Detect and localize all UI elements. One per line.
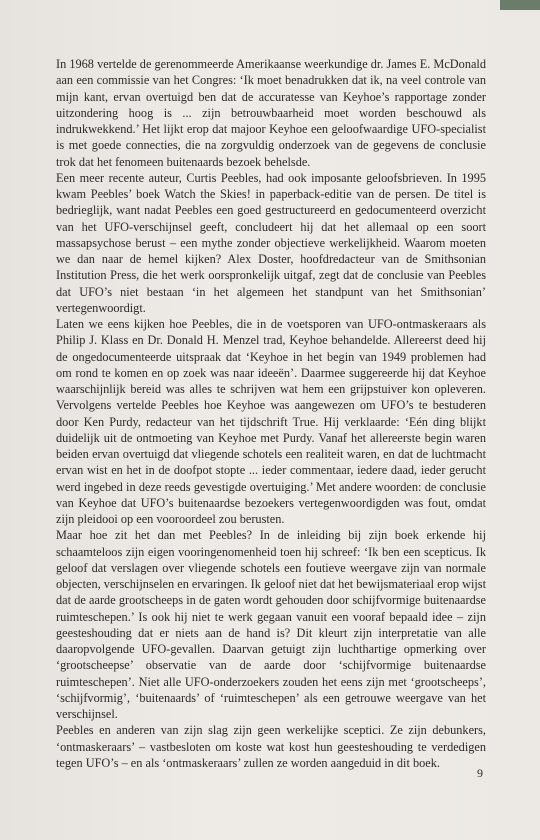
paragraph-3: Laten we eens kijken hoe Peebles, die in de voetsporen van UFO-ontmaskeraars als Philip J. Klass en Dr. Donald H. Menzel trad, Keyhoe behandelde. Allereerst deed hij de ongedocumenteerde uitspraak dat ‘Keyhoe in het begin van 1949 problemen had om rond te komen en op zoek was naar ideeën’. Daarmee suggereerde hij dat Keyhoe waarschijnlijk bereid was alles te schrijven wat hem een grijpstuiver kon opleveren. Vervolgens vertelde Peebles hoe Keyhoe was aangewezen om UFO’s te bestuderen door Ken Purdy, redacteur van het tijdschrift True. Hij verklaarde: ‘Eén ding blijkt duidelijk uit de ontmoeting van Keyhoe met Purdy. Vanaf het allereerste begin waren beiden ervan overtuigd dat vliegende schotels een realiteit waren, en dat de luchtmacht ervan wist en het in de doofpot stopte ... ieder commentaar, iedere daad, ieder gerucht werd ingebed in deze reeds gevestigde overtuiging.’ Met andere woorden: de conclusie van Keyhoe dat UFO’s buitenaardse bezoekers vertegenwoordigden was fout, omdat zijn pleidooi op een vooroordeel zou berusten. [56, 317, 486, 526]
page-edge-strip [500, 0, 540, 10]
body-text [56, 56, 486, 771]
paragraph-5: Peebles en anderen van zijn slag zijn geen werkelijke sceptici. Ze zijn debunkers, ‘ontmaskeraars’ – vastbesloten om koste wat kost hun geesteshouding te verdedigen tegen UFO’s – en als ‘ontmaskeraars’ zullen ze worden aangeduid in dit boek. [56, 723, 486, 770]
page-number: 9 [477, 766, 483, 780]
paragraph-1: In 1968 vertelde de gerenommeerde Amerikaanse weerkundige dr. James E. McDonald aan een commissie van het Congres: ‘Ik moet benadrukken dat ik, na veel controle van mijn kant, ervan overtuigd ben dat de accuratesse van Keyhoe’s rapportage zonder uitzondering hoog is ... zijn betrouwbaarheid moet worden beschouwd als indrukwekkend.’ Het lijkt erop dat majoor Keyhoe een geloofwaardige UFO-specialist is met goede connecties, die na zorgvuldig onderzoek van de gegevens de conclusie trok dat het fenomeen buitenaards bezoek behelsde. [56, 57, 486, 169]
paragraph-4: Maar hoe zit het dan met Peebles? In de inleiding bij zijn boek erkende hij schaamteloos zijn eigen vooringenomenheid toen hij schreef: ‘Ik ben een scepticus. Ik geloof dat verslagen over vliegende schotels een foutieve weergave zijn van normale objecten, verschijnselen en ervaringen. Ik geloof niet dat het bewijsmateriaal erop wijst dat de aarde grootscheeps in de gaten wordt gehouden door schijfvormige buitenaardse ruimteschepen.’ Is ook hij niet te werk gegaan vanuit een vooraf bepaald idee – zijn geesteshouding dat er niets aan de hand is? Dit kleurt zijn interpretatie van alle daaropvolgende UFO-gevallen. Daarvan getuigt zijn luchthartige opmerking over ‘grootscheepse’ observatie van de aarde door ‘schijfvormige buitenaardse ruimteschepen’. Niet alle UFO-onderzoekers zouden het eens zijn met ‘grootscheeps’, ‘schijfvormig’, ‘buitenaards’ of ‘ruimteschepen’ als een getrouwe weergave van het verschijnsel. [56, 528, 486, 721]
paragraph-2: Een meer recente auteur, Curtis Peebles, had ook imposante geloofsbrieven. In 1995 kwam Peebles’ boek Watch the Skies! in paperback-editie van de persen. De titel is bedrieglijk, want nadat Peebles een goed gestructureerd en gedocumenteerd overzicht van het UFO-verschijnsel geeft, concludeert hij dat het allemaal op een soort massapsychose berust – een mythe zonder objectieve werkelijkheid. Waarom moeten we dan naar de hemel kijken? Alex Doster, hoofdredacteur van de Smithsonian Institution Press, die het werk oorspronkelijk uitgaf, zegt dat de conclusie van Peebles dat UFO’s niet bestaan ‘in het algemeen het standpunt van het Smithsonian’ vertegenwoordigt. [56, 170, 486, 315]
